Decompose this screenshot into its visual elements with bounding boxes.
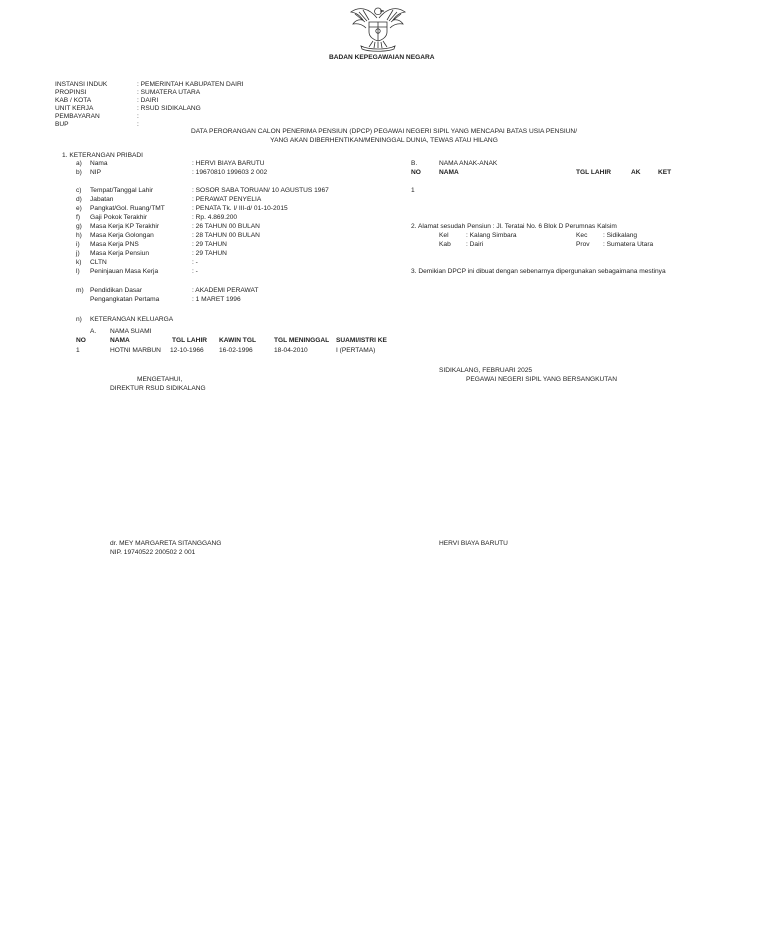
propinsi-label: PROPINSI xyxy=(55,89,87,96)
document-title-line1: DATA PERORANGAN CALON PENERIMA PENSIUN (DPCP) PEGAWAI NEGERI SIPIL YANG MENCAPAI BATAS USIA PENSIUN/ xyxy=(190,128,578,135)
row-letter: a) xyxy=(76,160,82,167)
section-keterangan-pribadi: 1. KETERANGAN PRIBADI xyxy=(62,152,143,159)
anak-header-nama: NAMA xyxy=(439,169,459,176)
row-label: Jabatan xyxy=(90,196,114,203)
anak-header-ak: AK xyxy=(631,169,641,176)
statement-text: 3. Demikian DPCP ini dibuat dengan sebenarnya dipergunakan sebagaimana mestinya xyxy=(411,268,666,275)
row-value: : PENATA Tk. I/ III-d/ 01-10-2015 xyxy=(192,205,288,212)
row-letter: b) xyxy=(76,169,82,176)
suami-header-nama: NAMA xyxy=(110,337,130,344)
row-label: Tempat/Tanggal Lahir xyxy=(90,187,154,194)
anak-letter: B. xyxy=(411,160,418,167)
instansi-induk-label: INSTANSI INDUK xyxy=(55,81,108,88)
anak-label: NAMA ANAK-ANAK xyxy=(439,160,498,167)
left-signer-line2: DIREKTUR RSUD SIDIKALANG xyxy=(110,385,206,392)
row-value: : SOSOR SABA TORUAN/ 10 AGUSTUS 1967 xyxy=(192,187,329,194)
alamat-line: 2. Alamat sesudah Pensiun : Jl. Teratai No. 6 Blok D Perumnas Kalsim xyxy=(411,223,617,230)
propinsi-value: : SUMATERA UTARA xyxy=(137,89,201,96)
row-label: Masa Kerja Golongan xyxy=(90,232,154,239)
right-signer-title: PEGAWAI NEGERI SIPIL YANG BERSANGKUTAN xyxy=(466,376,617,383)
suami-header-no: NO xyxy=(76,337,86,344)
garuda-pancasila-emblem-icon xyxy=(347,4,409,52)
row-value: : HERVI BIAYA BARUTU xyxy=(192,160,265,167)
suami-header-tgl-lahir: TGL LAHIR xyxy=(172,337,208,344)
kel-label: Kel xyxy=(439,232,449,239)
row-label: Gaji Pokok Terakhir xyxy=(90,214,148,221)
kec-label: Kec xyxy=(576,232,588,239)
kel-value: : Kalang Simbara xyxy=(466,232,517,239)
row-letter: j) xyxy=(76,250,80,257)
row-value: : 28 TAHUN 00 BULAN xyxy=(192,232,260,239)
row-label: Masa Kerja Pensiun xyxy=(90,250,150,257)
suami-letter: A. xyxy=(90,328,97,335)
bup-value: : xyxy=(137,121,139,128)
pembayaran-label: PEMBAYARAN xyxy=(55,113,100,120)
row-label: Peninjauan Masa Kerja xyxy=(90,268,159,275)
right-signer-name: HERVI BIAYA BARUTU xyxy=(439,540,508,547)
suami-header-ke: SUAMI/ISTRI KE xyxy=(336,337,387,344)
kab-label: Kab xyxy=(439,241,451,248)
suami-header-meninggal: TGL MENINGGAL xyxy=(274,337,330,344)
row-letter: l) xyxy=(76,268,80,275)
row-value: : 29 TAHUN xyxy=(192,250,227,257)
left-signer-name: dr. MEY MARGARETA SITANGGANG xyxy=(110,540,222,547)
prov-label: Prov xyxy=(576,241,590,248)
place-date: SIDIKALANG, FEBRUARI 2025 xyxy=(439,367,533,374)
row-label: Pendidikan Dasar xyxy=(90,287,143,294)
agency-title: BADAN KEPEGAWAIAN NEGARA xyxy=(329,54,435,61)
row-letter: e) xyxy=(76,205,82,212)
row-letter: k) xyxy=(76,259,82,266)
row-letter: f) xyxy=(76,214,81,221)
row-value: : AKADEMI PERAWAT xyxy=(192,287,259,294)
row-value: : 1 MARET 1996 xyxy=(192,296,241,303)
row-letter: m) xyxy=(76,287,84,294)
document-title-line2: YANG AKAN DIBERHENTIKAN/MENINGGAL DUNIA, TEWAS ATAU HILANG xyxy=(270,137,498,144)
suami-row-meninggal: 18-04-2010 xyxy=(274,347,308,354)
row-value: : - xyxy=(192,259,198,266)
row-letter: h) xyxy=(76,232,82,239)
row-label: Masa Kerja KP Terakhir xyxy=(90,223,160,230)
bup-label: BUP xyxy=(55,121,69,128)
suami-row-tgl-lahir: 12-10-1966 xyxy=(170,347,204,354)
left-signer-line1: MENGETAHUI, xyxy=(137,376,183,383)
row-letter: d) xyxy=(76,196,82,203)
row-letter: g) xyxy=(76,223,82,230)
unit-kerja-label: UNIT KERJA xyxy=(55,105,94,112)
kab-kota-value: : DAIRI xyxy=(137,97,159,104)
anak-header-tgl-lahir: TGL LAHIR xyxy=(576,169,612,176)
row-label: Pangkat/Gol. Ruang/TMT xyxy=(90,205,165,212)
row-letter: i) xyxy=(76,241,80,248)
unit-kerja-value: : RSUD SIDIKALANG xyxy=(137,105,201,112)
row-label: Pengangkatan Pertama xyxy=(90,296,160,303)
anak-header-no: NO xyxy=(411,169,421,176)
keluarga-label: KETERANGAN KELUARGA xyxy=(90,316,174,323)
kec-value: : Sidikalang xyxy=(603,232,638,239)
row-value: : Rp. 4.869.200 xyxy=(192,214,238,221)
kab-kota-label: KAB / KOTA xyxy=(55,97,92,104)
row-letter: c) xyxy=(76,187,82,194)
row-value: : - xyxy=(192,268,198,275)
row-label: NIP xyxy=(90,169,101,176)
keluarga-letter: n) xyxy=(76,316,82,323)
row-value: : 29 TAHUN xyxy=(192,241,227,248)
suami-header-kawin: KAWIN TGL xyxy=(219,337,256,344)
suami-row-ke: I (PERTAMA) xyxy=(336,347,376,354)
anak-header-ket: KET xyxy=(658,169,672,176)
row-value: : 26 TAHUN 00 BULAN xyxy=(192,223,260,230)
suami-row-nama: HOTNI MARBUN xyxy=(110,347,161,354)
suami-row-no: 1 xyxy=(76,347,80,354)
row-label: Masa Kerja PNS xyxy=(90,241,139,248)
anak-row-no: 1 xyxy=(411,187,415,194)
row-value: : PERAWAT PENYELIA xyxy=(192,196,262,203)
row-label: Nama xyxy=(90,160,108,167)
suami-label: NAMA SUAMI xyxy=(110,328,152,335)
kab-value: : Dairi xyxy=(466,241,484,248)
pembayaran-value: : xyxy=(137,113,139,120)
row-label: CLTN xyxy=(90,259,107,266)
row-value: : 19670810 199603 2 002 xyxy=(192,169,268,176)
suami-row-kawin: 16-02-1996 xyxy=(219,347,253,354)
left-signer-nip: NIP. 19740522 200502 2 001 xyxy=(110,549,196,556)
prov-value: : Sumatera Utara xyxy=(603,241,654,248)
instansi-induk-value: : PEMERINTAH KABUPATEN DAIRI xyxy=(137,81,244,88)
